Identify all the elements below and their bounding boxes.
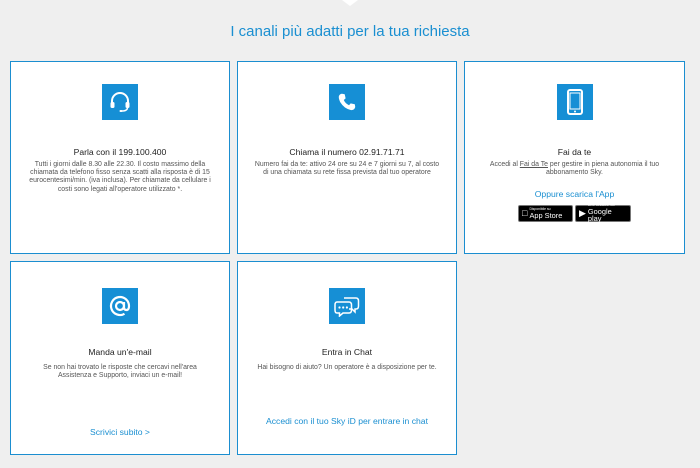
card-email-title: Manda un'e-mail <box>88 347 152 357</box>
card-call-number-title: Chiama il numero 02.91.71.71 <box>289 147 405 157</box>
app-store-small-label: Disponibile su <box>529 207 551 212</box>
app-store-badge[interactable] <box>518 205 573 222</box>
app-store-label: App Store <box>529 210 563 220</box>
card-fai-da-te-title: Fai da te <box>557 147 592 157</box>
card-call-number-body: Numero fai da te: attivo 24 ore su 24 e 7 giorni su 7, al costo di una chiamata su rete fissa prevista dal tuo operatore <box>254 161 440 177</box>
header-notch <box>342 0 358 6</box>
fai-da-te-body-pre: Accedi al <box>489 161 520 168</box>
page-title: I canali più adatti per la tua richiesta <box>230 23 470 40</box>
download-app-label: Oppure scarica l'App <box>534 189 615 199</box>
write-now-link[interactable]: Scrivici subito > <box>90 427 150 437</box>
card-phone-199-title: Parla con il 199.100.400 <box>73 147 167 157</box>
card-chat <box>237 261 457 455</box>
card-phone-199 <box>10 61 230 254</box>
google-play-small-label: DISPONIBILE SU <box>587 203 615 208</box>
chat-bubbles-icon <box>329 288 365 324</box>
chat-login-link[interactable]: Accedi con il tuo Sky iD per entrare in chat <box>266 416 428 426</box>
card-email-body: Se non hai trovato le risposte che cercavi nell'area Assistenza e Supporto, inviaci un e-mail! <box>43 364 197 380</box>
at-sign-icon <box>102 288 138 324</box>
play-icon: ▶ <box>579 208 586 218</box>
card-call-number <box>237 61 457 254</box>
card-fai-da-te-body <box>481 161 668 177</box>
card-chat-body: Hai bisogno di aiuto? Un operatore è a disposizione per te. <box>257 364 437 371</box>
phone-handset-icon <box>329 84 365 120</box>
card-fai-da-te <box>464 61 685 254</box>
card-chat-title: Entra in Chat <box>321 347 373 357</box>
google-play-badge[interactable] <box>575 205 631 222</box>
apple-icon: □ <box>522 208 528 218</box>
fai-da-te-body-post: per gestire in piena autonomia il tuo abbonamento Sky. <box>546 161 660 177</box>
google-play-label: Google play <box>587 206 612 224</box>
smartphone-icon <box>557 84 593 120</box>
headset-icon <box>102 84 138 120</box>
fai-da-te-link[interactable]: Fai da Te <box>519 161 548 168</box>
card-phone-199-body: Tutti i giorni dalle 8.30 alle 22.30. Il costo massimo della chiamata da telefono fisso senza scatti alla risposta è di 15 eurocentesimi/min. (iva inclusa). Per chiamate da cellulare i costi sono legati all'operatore utilizzato *. <box>29 161 211 193</box>
store-badges <box>465 205 684 222</box>
card-email <box>10 261 230 455</box>
